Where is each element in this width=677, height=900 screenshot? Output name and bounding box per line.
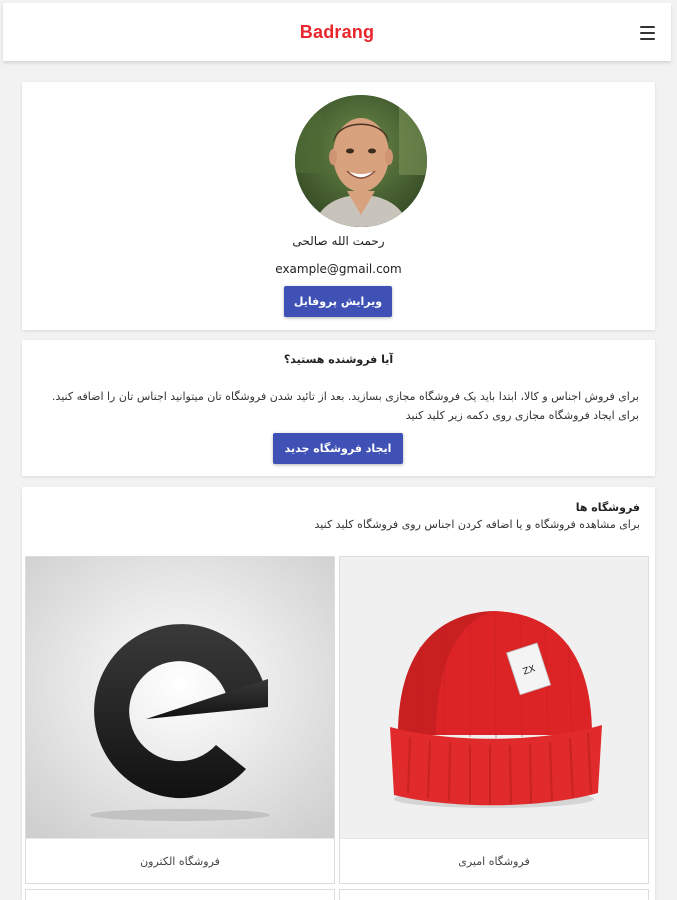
store-label: فروشگاه الکترون <box>26 838 334 883</box>
seller-description: برای فروش اجناس و کالا، ابتدا باید یک فروشگاه مجازی بسازید. بعد از تائید شدن فروشگاه تان میتوانید اجناس تان را اضافه کنید. برای ایجاد فروشگاه مجازی روی دکمه زیر کلید کنید <box>51 390 639 422</box>
app-bar <box>3 3 671 61</box>
store-label: فروشگاه امیری <box>340 838 648 883</box>
avatar <box>295 95 427 227</box>
stores-subtitle: برای مشاهده فروشگاه و یا اضافه کردن اجناس روی فروشگاه کلید کنید <box>314 518 640 531</box>
store-card-next[interactable] <box>25 889 335 900</box>
store-card-electron[interactable] <box>25 556 335 884</box>
seller-card <box>22 340 655 476</box>
edit-profile-button[interactable]: ویرایش پروفایل <box>284 286 392 317</box>
store-card-amiri[interactable] <box>339 556 649 884</box>
hamburger-menu-icon[interactable] <box>640 26 655 40</box>
svg-text:ZX: ZX <box>521 664 537 678</box>
store-image-e-logo <box>26 557 334 838</box>
user-email: example@gmail.com <box>275 262 402 276</box>
store-image-red-beanie <box>340 557 648 838</box>
seller-title: آیا فروشنده هستید؟ <box>283 353 394 366</box>
brand-title[interactable]: Badrang <box>299 21 375 42</box>
stores-card <box>22 487 655 900</box>
create-store-button[interactable]: ایجاد فروشگاه جدید <box>273 433 403 464</box>
user-name: رحمت الله صالحی <box>292 234 385 248</box>
profile-card <box>22 82 655 330</box>
store-card-next[interactable] <box>339 889 649 900</box>
stores-title: فروشگاه ها <box>575 501 640 514</box>
